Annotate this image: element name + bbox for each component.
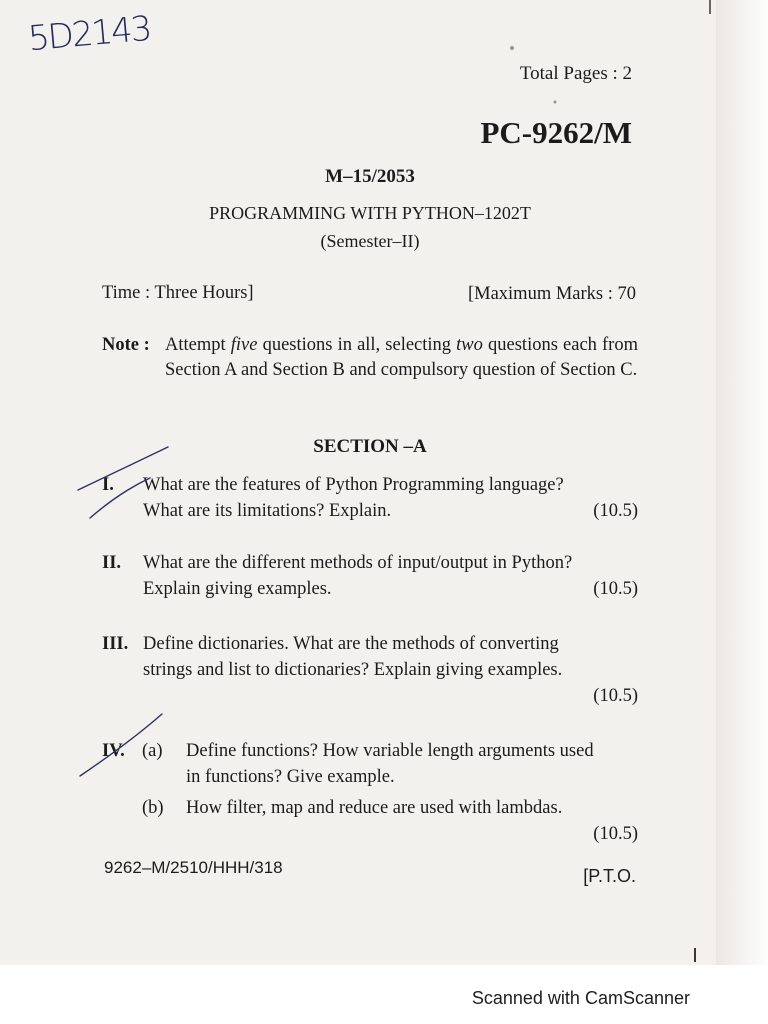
- question-number: II.: [102, 553, 122, 573]
- section-a-heading: SECTION –A: [313, 436, 427, 457]
- note-text-part: Attempt: [165, 335, 231, 355]
- paper-code: PC-9262/M: [480, 115, 632, 150]
- camscanner-watermark: Scanned with CamScanner: [471, 988, 690, 1008]
- question-number: III.: [102, 634, 129, 654]
- question-number: IV.: [102, 741, 125, 761]
- note-text-part: questions in all, selecting: [257, 335, 457, 355]
- note-emphasis-two: two: [456, 335, 483, 355]
- question-marks: (10.5): [593, 579, 638, 599]
- instructions-note: [102, 333, 638, 383]
- footer-paper-code: 9262–M/2510/HHH/318: [104, 858, 283, 877]
- question-text: How filter, map and reduce are used with lambdas.: [186, 798, 563, 818]
- note-label: Note :: [102, 335, 150, 355]
- question-marks: (10.5): [593, 824, 638, 844]
- paper-title: PROGRAMMING WITH PYTHON–1202T: [209, 203, 531, 223]
- question-marks: (10.5): [593, 686, 638, 706]
- question-text: strings and list to dictionaries? Explain giving examples.: [143, 660, 563, 680]
- exam-code: M–15/2053: [325, 166, 415, 187]
- question-3: [102, 631, 638, 709]
- note-text-part: questions each from Section A and Section B and compulsory question of Section C.: [165, 335, 638, 380]
- total-pages: Total Pages : 2: [519, 63, 632, 84]
- please-turn-over: [P.T.O.: [583, 866, 636, 886]
- question-text: Explain giving examples.: [143, 579, 332, 599]
- question-number: I.: [102, 475, 114, 495]
- question-text: What are the features of Python Programming language?: [143, 475, 564, 495]
- question-2: [102, 550, 638, 602]
- part-label: (a): [142, 741, 163, 761]
- part-label: (b): [142, 798, 164, 818]
- question-text: Define dictionaries. What are the methods of converting: [143, 634, 559, 654]
- question-1: [102, 472, 638, 524]
- note-text: [165, 333, 638, 383]
- question-4-part-a: [102, 738, 638, 790]
- question-text: Define functions? How variable length arguments used: [186, 741, 594, 761]
- question-text: What are its limitations? Explain.: [143, 501, 392, 521]
- maximum-marks: [Maximum Marks : 70: [467, 284, 636, 304]
- question-text: in functions? Give example.: [186, 767, 395, 787]
- question-4-part-b: [102, 795, 638, 847]
- time-allowed: Time : Three Hours]: [102, 283, 254, 303]
- question-text: What are the different methods of input/output in Python?: [143, 553, 573, 573]
- note-emphasis-five: five: [230, 335, 258, 355]
- question-marks: (10.5): [593, 501, 638, 521]
- handwritten-note: 5D2143: [26, 8, 152, 60]
- paper-edge-shadow: [716, 0, 768, 965]
- semester: (Semester–II): [320, 231, 420, 251]
